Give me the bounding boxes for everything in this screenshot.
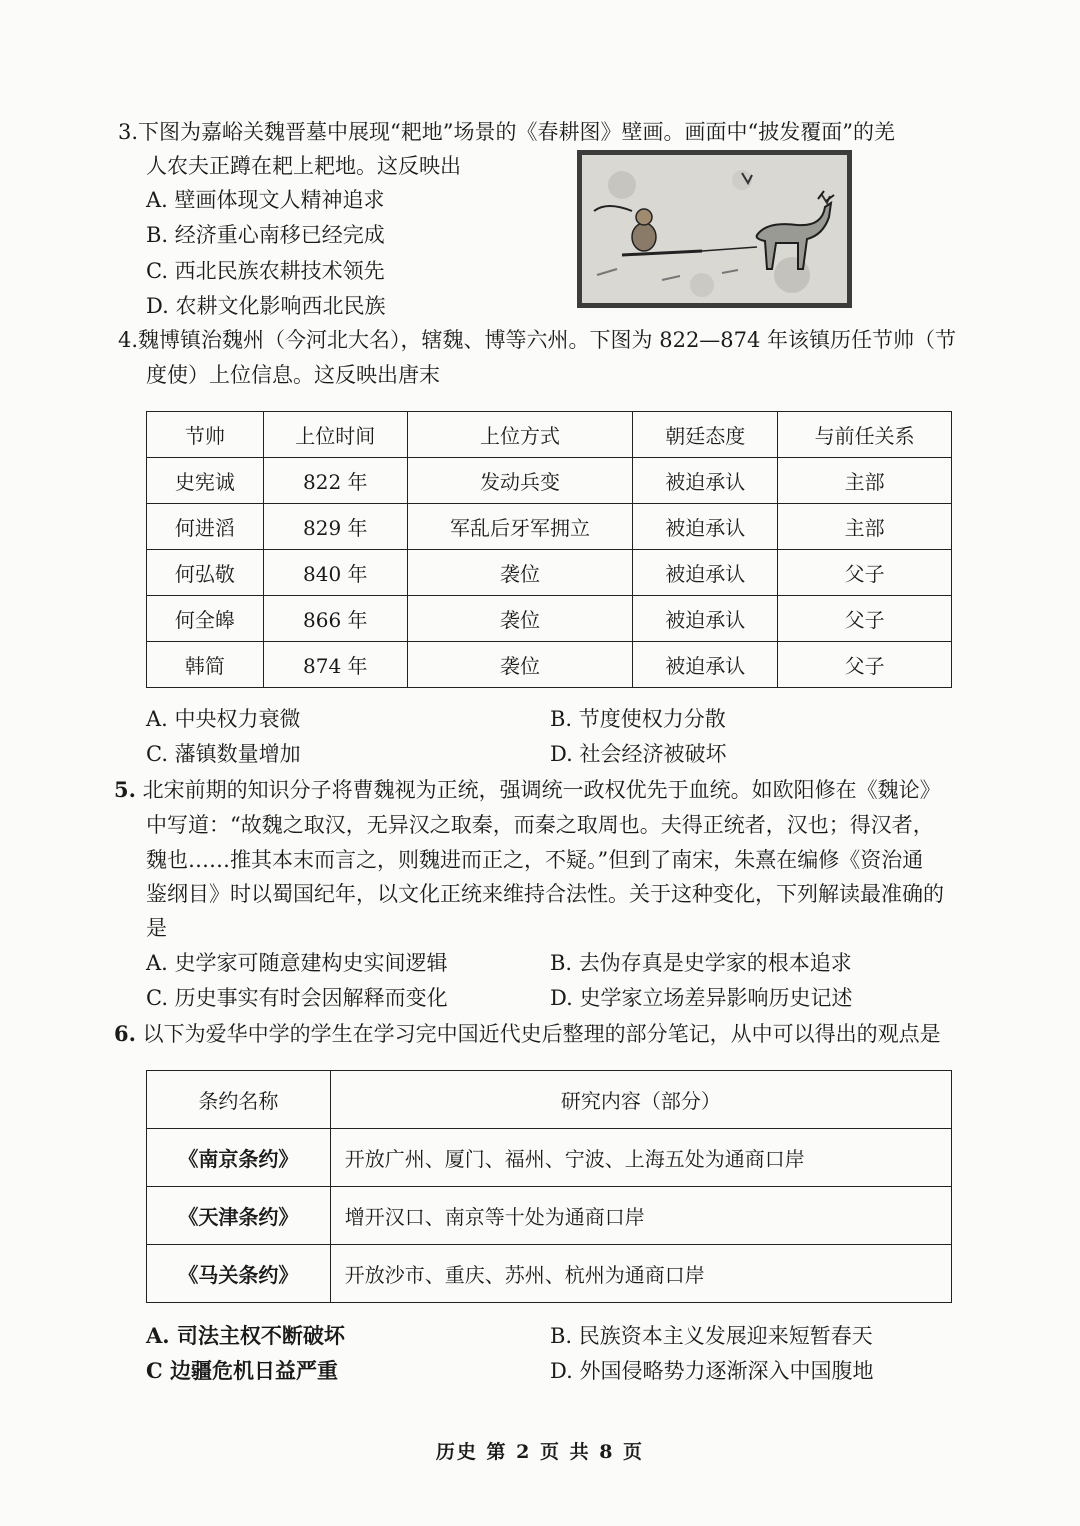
table-cell: 829 年	[263, 504, 407, 550]
q4-stem-text: 魏博镇治魏州（今河北大名），辖魏、博等六州。下图为 822—874 年该镇历任节帅（节	[138, 328, 957, 352]
table-cell: 父子	[778, 550, 952, 596]
table-cell: 军乱后牙军拥立	[407, 504, 633, 550]
q3-number: 3.	[118, 120, 139, 144]
table-cell: 史宪诚	[147, 458, 264, 504]
q6-stem-line	[114, 1019, 941, 1049]
table-row	[147, 642, 952, 688]
table-cell: 874 年	[263, 642, 407, 688]
page-footer: 历史 第 2 页 共 8 页	[435, 1441, 645, 1463]
table-cell: 袭位	[407, 550, 633, 596]
q6-stem-text: 以下为爱华中学的学生在学习完中国近代史后整理的部分笔记，从中可以得出的观点是	[142, 1022, 941, 1046]
table-header-cell: 上位时间	[263, 412, 407, 458]
q4-governor-table	[146, 411, 952, 688]
table-row	[147, 596, 952, 642]
table-row	[147, 550, 952, 596]
table-cell: 何全皞	[147, 596, 264, 642]
table-row	[147, 1129, 952, 1187]
table-cell: 何弘敬	[147, 550, 264, 596]
q3-option-d[interactable]: D. 农耕文化影响西北民族	[146, 294, 386, 318]
table-header-cell: 节帅	[147, 412, 264, 458]
q5-stem-line-3: 魏也……推其本末而言之，则魏进而正之，不疑。”但到了南宋，朱熹在编修《资治通	[146, 848, 924, 872]
q6-treaty-table	[146, 1070, 952, 1303]
q5-option-b[interactable]: B. 去伪存真是史学家的根本追求	[550, 951, 852, 975]
q4-stem-line-2: 度使）上位信息。这反映出唐末	[146, 363, 440, 387]
q6-option-b[interactable]: B. 民族资本主义发展迎来短暂春天	[550, 1324, 873, 1348]
q3-stem-line-1	[118, 117, 895, 147]
table-row	[147, 1187, 952, 1245]
q3-option-b[interactable]: B. 经济重心南移已经完成	[146, 223, 385, 247]
table-cell: 开放沙市、重庆、苏州、杭州为通商口岸	[330, 1245, 951, 1303]
table-cell: 840 年	[263, 550, 407, 596]
table-cell: 主部	[778, 504, 952, 550]
q3-option-c[interactable]: C. 西北民族农耕技术领先	[146, 259, 385, 283]
q3-stem-line-2: 人农夫正蹲在耙上耙地。这反映出	[146, 154, 461, 178]
table-row	[147, 1245, 952, 1303]
table-cell: 增开汉口、南京等十处为通商口岸	[330, 1187, 951, 1245]
q5-stem-line-5: 是	[146, 916, 167, 940]
table-header-cell: 朝廷态度	[633, 412, 778, 458]
table-cell: 韩简	[147, 642, 264, 688]
q5-stem-line-1	[114, 775, 941, 805]
mural-drawing	[582, 155, 847, 303]
table-cell: 父子	[778, 596, 952, 642]
q5-stem-text: 北宋前期的知识分子将曹魏视为正统，强调统一政权优先于血统。如欧阳修在《魏论》	[142, 778, 941, 802]
table-cell: 发动兵变	[407, 458, 633, 504]
table-header-row	[147, 412, 952, 458]
q6-option-a[interactable]: A. 司法主权不断破坏	[146, 1323, 345, 1348]
table-cell: 《南京条约》	[147, 1129, 331, 1187]
table-cell: 被迫承认	[633, 458, 778, 504]
q4-number: 4.	[118, 328, 139, 352]
table-cell: 《马关条约》	[147, 1245, 331, 1303]
table-cell: 何进滔	[147, 504, 264, 550]
table-row	[147, 504, 952, 550]
table-cell: 822 年	[263, 458, 407, 504]
table-cell: 袭位	[407, 642, 633, 688]
q5-option-d[interactable]: D. 史学家立场差异影响历史记述	[550, 986, 853, 1010]
table-header-cell: 与前任关系	[778, 412, 952, 458]
table-cell: 被迫承认	[633, 504, 778, 550]
q4-option-c[interactable]: C. 藩镇数量增加	[146, 742, 301, 766]
table-cell: 《天津条约》	[147, 1187, 331, 1245]
table-cell: 袭位	[407, 596, 633, 642]
q5-number: 5.	[114, 777, 136, 802]
q5-option-c[interactable]: C. 历史事实有时会因解释而变化	[146, 986, 448, 1010]
q6-number: 6.	[114, 1021, 136, 1046]
table-cell: 866 年	[263, 596, 407, 642]
spring-plowing-mural	[577, 150, 852, 308]
table-header-cell: 上位方式	[407, 412, 633, 458]
q3-option-a[interactable]: A. 壁画体现文人精神追求	[146, 188, 385, 212]
table-cell: 被迫承认	[633, 596, 778, 642]
table-cell: 父子	[778, 642, 952, 688]
table-header-row	[147, 1071, 952, 1129]
q5-option-a[interactable]: A. 史学家可随意建构史实间逻辑	[146, 951, 448, 975]
table-cell: 主部	[778, 458, 952, 504]
q4-option-d[interactable]: D. 社会经济被破坏	[550, 742, 727, 766]
table-row	[147, 458, 952, 504]
q6-option-d[interactable]: D. 外国侵略势力逐渐深入中国腹地	[550, 1359, 874, 1383]
q6-option-c[interactable]: C 边疆危机日益严重	[146, 1358, 339, 1383]
table-header-cell: 条约名称	[147, 1071, 331, 1129]
q4-option-b[interactable]: B. 节度使权力分散	[550, 707, 726, 731]
table-cell: 被迫承认	[633, 550, 778, 596]
q4-stem-line-1	[118, 325, 956, 355]
table-cell: 开放广州、厦门、福州、宁波、上海五处为通商口岸	[330, 1129, 951, 1187]
q4-option-a[interactable]: A. 中央权力衰微	[146, 707, 301, 731]
q5-stem-line-4: 鉴纲目》时以蜀国纪年，以文化正统来维持合法性。关于这种变化，下列解读最准确的	[146, 882, 944, 906]
q3-stem-text: 下图为嘉峪关魏晋墓中展现“耙地”场景的《春耕图》壁画。画面中“披发覆面”的羌	[138, 120, 895, 144]
table-header-cell: 研究内容（部分）	[330, 1071, 951, 1129]
table-cell: 被迫承认	[633, 642, 778, 688]
q5-stem-line-2: 中写道：“故魏之取汉，无异汉之取秦，而秦之取周也。夫得正统者，汉也；得汉者，	[146, 813, 934, 837]
